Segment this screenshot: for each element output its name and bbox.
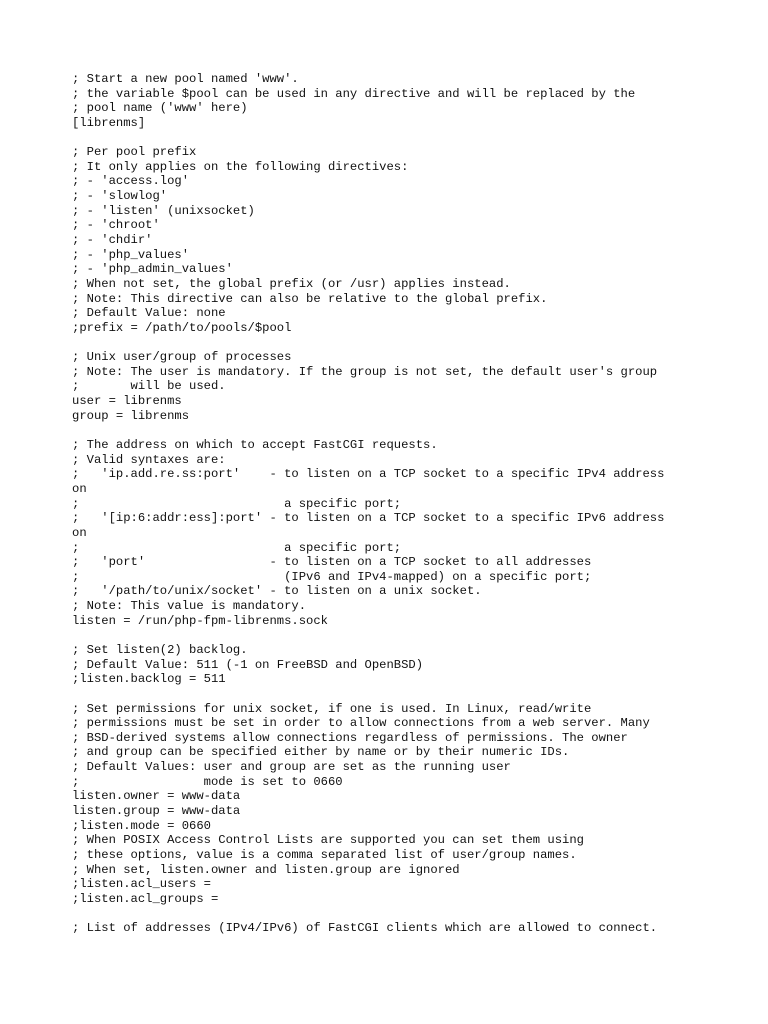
config-line: ; - 'php_values' (72, 247, 190, 262)
config-line: ; permissions must be set in order to allow connections from a web server. Many (72, 716, 650, 731)
config-line: [librenms] (72, 115, 146, 130)
config-document (72, 72, 752, 936)
config-line: ; - 'php_admin_values' (72, 262, 233, 277)
config-line: listen = /run/php-fpm-librenms.sock (72, 613, 328, 628)
config-line: ; '/path/to/unix/socket' - to listen on a unix socket. (72, 584, 482, 599)
config-line: ; Note: This directive can also be relative to the global prefix. (72, 291, 548, 306)
config-line: ; (IPv6 and IPv4-mapped) on a specific port; (72, 569, 592, 584)
config-line: ; Note: The user is mandatory. If the group is not set, the default user's group (72, 364, 658, 379)
config-line: ; Unix user/group of processes (72, 350, 292, 365)
config-line: group = librenms (72, 408, 190, 423)
config-line: ; When POSIX Access Control Lists are supported you can set them using (72, 833, 584, 848)
config-line: ; - 'chroot' (72, 218, 160, 233)
config-line: on (72, 525, 87, 540)
config-line: ;prefix = /path/to/pools/$pool (72, 320, 292, 335)
config-line: ; - 'access.log' (72, 174, 190, 189)
config-line: ; Default Value: none (72, 306, 226, 321)
config-line: ;listen.acl_groups = (72, 891, 219, 906)
config-line: listen.owner = www-data (72, 789, 241, 804)
config-line: ; Per pool prefix (72, 145, 197, 160)
config-line (72, 131, 752, 146)
config-line: ; List of addresses (IPv4/IPv6) of FastCGI clients which are allowed to connect. (72, 921, 658, 936)
config-line: ; a specific port; (72, 540, 402, 555)
config-line: ; Note: This value is mandatory. (72, 599, 307, 614)
config-line: user = librenms (72, 394, 182, 409)
config-line: ; - 'listen' (unixsocket) (72, 203, 255, 218)
config-line: ; Set listen(2) backlog. (72, 642, 248, 657)
config-line: ; these options, value is a comma separated list of user/group names. (72, 847, 577, 862)
config-line: ; - 'chdir' (72, 233, 153, 248)
config-line: ; Default Values: user and group are set as the running user (72, 760, 511, 775)
config-line: ; When not set, the global prefix (or /usr) applies instead. (72, 276, 511, 291)
config-line: ; Set permissions for unix socket, if one is used. In Linux, read/write (72, 701, 592, 716)
config-line: on (72, 481, 87, 496)
config-line (72, 628, 752, 643)
config-line: ; the variable $pool can be used in any directive and will be replaced by the (72, 86, 636, 101)
config-line: ; mode is set to 0660 (72, 774, 343, 789)
config-line: ; '[ip:6:addr:ess]:port' - to listen on a TCP socket to a specific IPv6 address (72, 511, 665, 526)
config-line (72, 336, 752, 351)
config-line: ; pool name ('www' here) (72, 101, 248, 116)
config-line (72, 423, 752, 438)
config-line: ;listen.acl_users = (72, 877, 211, 892)
config-line: ;listen.mode = 0660 (72, 818, 211, 833)
config-line (72, 907, 752, 922)
config-line: ; 'ip.add.re.ss:port' - to listen on a TCP socket to a specific IPv4 address (72, 467, 665, 482)
config-line (72, 687, 752, 702)
config-line: ; It only applies on the following directives: (72, 159, 409, 174)
config-line: ; Valid syntaxes are: (72, 452, 226, 467)
config-line: ; Start a new pool named 'www'. (72, 72, 299, 86)
config-line: listen.group = www-data (72, 804, 241, 819)
config-line: ; - 'slowlog' (72, 189, 168, 204)
config-line: ; BSD-derived systems allow connections regardless of permissions. The owner (72, 730, 628, 745)
config-line: ; will be used. (72, 379, 226, 394)
config-line: ; a specific port; (72, 496, 402, 511)
config-line: ; When set, listen.owner and listen.group are ignored (72, 862, 460, 877)
config-line: ;listen.backlog = 511 (72, 672, 226, 687)
config-line: ; The address on which to accept FastCGI requests. (72, 438, 438, 453)
config-line: ; 'port' - to listen on a TCP socket to all addresses (72, 555, 592, 570)
config-line: ; Default Value: 511 (-1 on FreeBSD and OpenBSD) (72, 657, 424, 672)
config-line: ; and group can be specified either by name or by their numeric IDs. (72, 745, 570, 760)
